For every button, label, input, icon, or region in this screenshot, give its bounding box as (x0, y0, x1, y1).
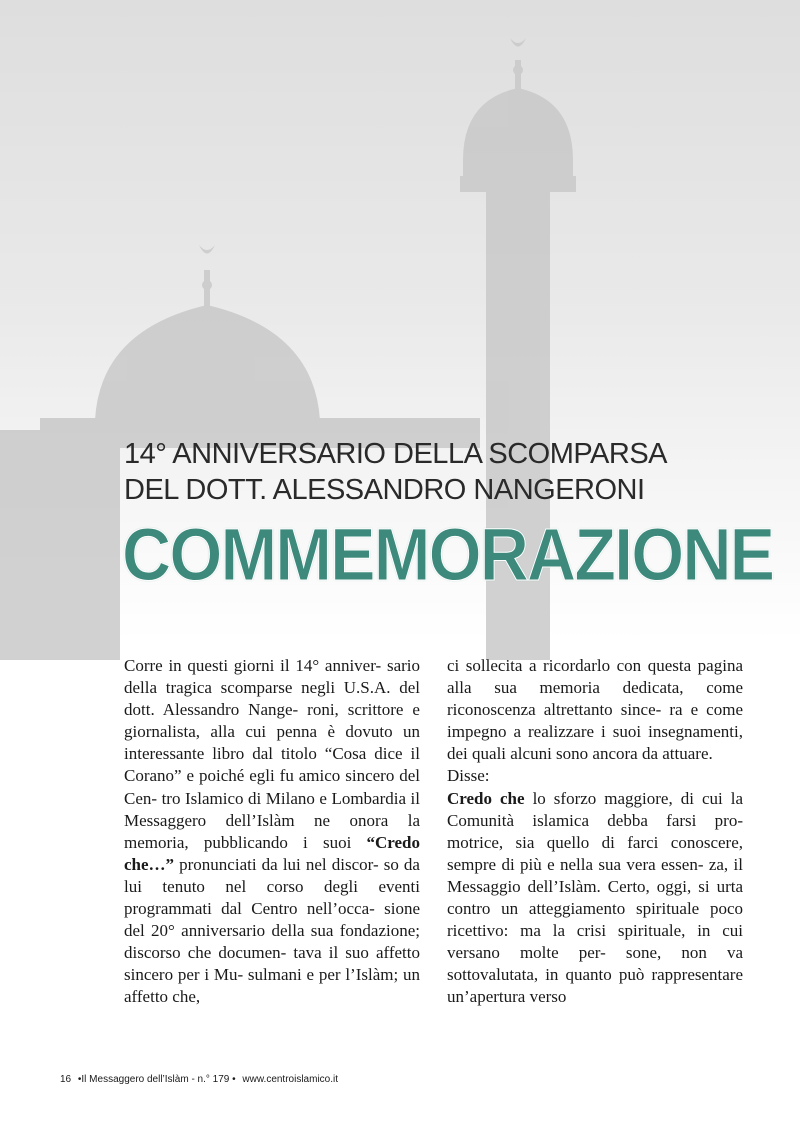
page-number: 16 (60, 1074, 72, 1085)
text-line: tava il suo affetto sincero per i Mu- (124, 943, 420, 985)
article-subtitle (124, 436, 764, 508)
text-line: sempre di più e nella sua vera essen- (447, 854, 704, 874)
article-title: COMMEMORAZIONE (122, 513, 774, 596)
text-line: come riconoscenza altrettanto since- (447, 678, 744, 720)
text-line: sone, non va sottovalutata, in quanto (447, 943, 743, 985)
bold-credo-che: Credo che (447, 788, 525, 808)
article-column-left (124, 655, 420, 1009)
bold-credo: “Credo (366, 832, 420, 852)
text-line: poiché egli fu amico sincero del Cen- (124, 766, 421, 808)
subtitle-line-2: DEL DOTT. ALESSANDRO NANGERONI (124, 474, 645, 506)
text-line: penna è dovuto un interessante libro (124, 722, 421, 764)
paragraph (447, 765, 743, 787)
text-line: ancora da attuare. (592, 744, 713, 764)
text-line: pronunciati da lui nel discor- (174, 854, 379, 874)
text-line: sario della tragica scomparse negli (124, 656, 421, 698)
paragraph (124, 655, 420, 1009)
text-line: za, il Messaggio dell’Islàm. Certo, (447, 854, 743, 896)
text-line: ci sollecita a ricordarlo con questa (447, 656, 692, 675)
text-line: tro Islamico di Milano e Lombardia (161, 788, 407, 808)
text-line: il Messaggero dell’Islàm ne onora la (124, 788, 420, 830)
text-line: pagina alla sua memoria dedicata, (447, 656, 743, 698)
text-line: sione del 20° anniversario della sua (124, 899, 420, 941)
page-footer (60, 1074, 342, 1085)
text-line: sulmani e per l’Islàm; un affetto che, (124, 965, 420, 1007)
text-line: motrice, sia quello di farci conoscere, (447, 832, 743, 852)
text-line: ra e come impegno a realizzare i suoi (447, 700, 744, 742)
text-line: so da lui tenuto nel corso degli eventi (124, 854, 420, 896)
text-line: dal titolo “Cosa dice il Corano” e (124, 744, 420, 786)
paragraph (447, 788, 743, 1009)
text-line: programmati dal Centro nell’occa- (124, 899, 375, 919)
text-line: oggi, si urta contro un atteggiamento (447, 876, 743, 919)
publication-name: •Il Messaggero dell’Islàm - n.° 179 • (77, 1074, 236, 1085)
text-line: roni, scrittore e giornalista, alla cui (124, 700, 420, 742)
bold-che: che…” (124, 854, 175, 874)
text-line: U.S.A. del dott. Alessandro Nange- (124, 678, 420, 720)
text-line: la Comunità islamica debba farsi pro- (447, 788, 743, 830)
text-line: può rappresentare un’apertura verso (447, 965, 744, 1007)
text-line: memoria, pubblicando i suoi (124, 832, 367, 852)
text-line: fondazione; discorso che documen- (124, 921, 420, 963)
article-column-right (447, 655, 743, 1009)
text-line: Corre in questi giorni il 14° anniver- (124, 656, 382, 675)
paragraph (447, 655, 743, 765)
text-line: spirituale, in cui versano molte per- (447, 921, 743, 963)
text-line: Disse: (447, 766, 490, 786)
text-line: lo sforzo maggiore, di cui (524, 788, 723, 808)
website-link[interactable]: www.centroislamico.it (242, 1074, 339, 1085)
subtitle-line-1: 14° ANNIVERSARIO DELLA SCOMPARSA (124, 438, 668, 470)
text-line: spirituale poco ricettivo: ma la crisi (447, 899, 744, 941)
text-line: insegnamenti, dei quali alcuni sono (447, 722, 744, 764)
